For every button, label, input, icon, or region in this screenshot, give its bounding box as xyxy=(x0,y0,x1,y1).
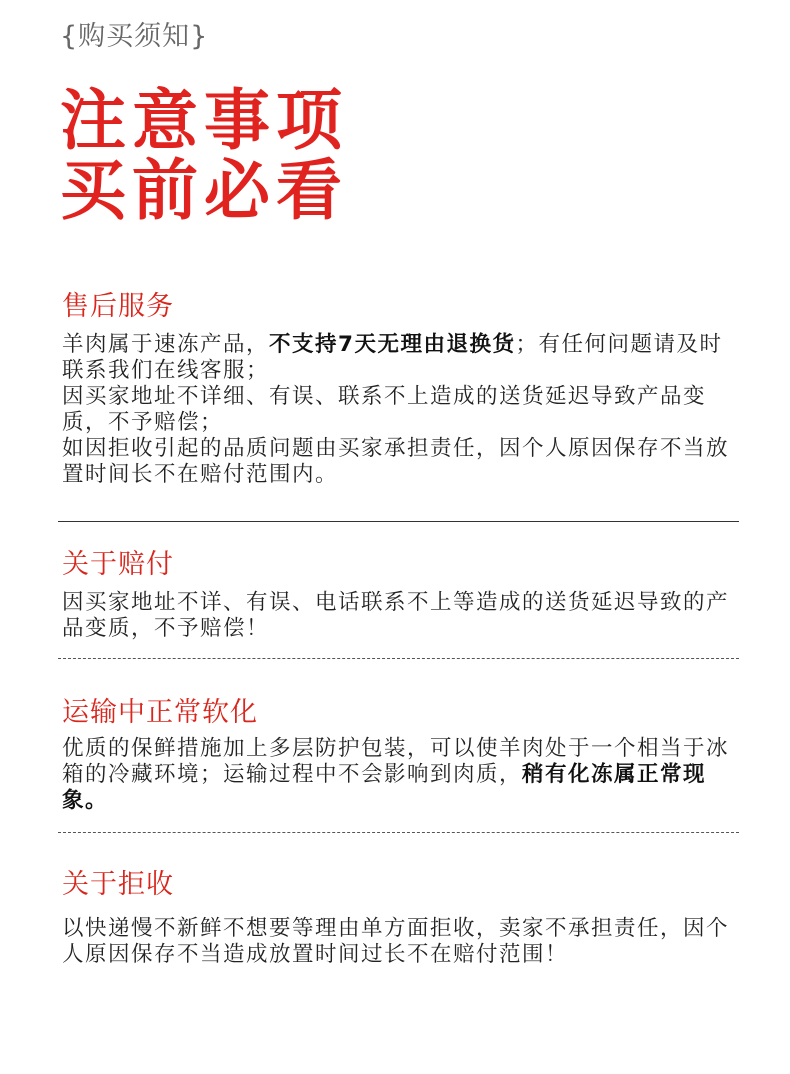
after-sales-paragraph-2: 因买家地址不详细、有误、联系不上造成的送货延迟导致产品变质，不予赔偿； xyxy=(62,384,707,435)
section-body-compensation: 因买家地址不详、有误、电话联系不上等造成的送货延迟导致的产品变质，不予赔偿！ xyxy=(62,590,730,641)
section-divider xyxy=(58,521,739,522)
section-title-after-sales: 售后服务 xyxy=(62,291,174,322)
no-return-policy-emphasis: 不支持7天无理由退换货 xyxy=(269,332,516,357)
after-sales-paragraph-3: 如因拒收引起的品质问题由买家承担责任，因个人原因保存不当放置时间长不在赔付范围内。 xyxy=(62,436,730,487)
headline-read-before-buy: 买前必看 xyxy=(60,152,348,229)
thawing-normal-emphasis: 稍有化冻属正常现象。 xyxy=(62,762,707,813)
section-body-after-sales xyxy=(62,332,734,488)
section-body-transport-softening: 优质的保鲜措施加上多层防护包装，可以使羊肉处于一个相当于冰箱的冷藏环境；运输过程中不会影响到肉质，稍有化冻属正常现象。 xyxy=(62,736,730,813)
dashed-divider xyxy=(58,832,739,833)
after-sales-paragraph-1: 羊肉属于速冻产品，不支持7天无理由退换货；有任何问题请及时联系我们在线客服； xyxy=(62,332,723,383)
section-title-compensation: 关于赔付 xyxy=(62,549,174,580)
purchase-notice-tag: {购买须知} xyxy=(60,21,209,52)
headline-notice: 注意事项 xyxy=(60,82,348,159)
section-title-transport-softening: 运输中正常软化 xyxy=(62,697,258,728)
section-body-rejection: 以快递慢不新鲜不想要等理由单方面拒收，卖家不承担责任，因个人原因保存不当造成放置时间过长不在赔付范围！ xyxy=(62,916,730,967)
section-title-rejection: 关于拒收 xyxy=(62,869,174,900)
dashed-divider xyxy=(58,658,739,659)
